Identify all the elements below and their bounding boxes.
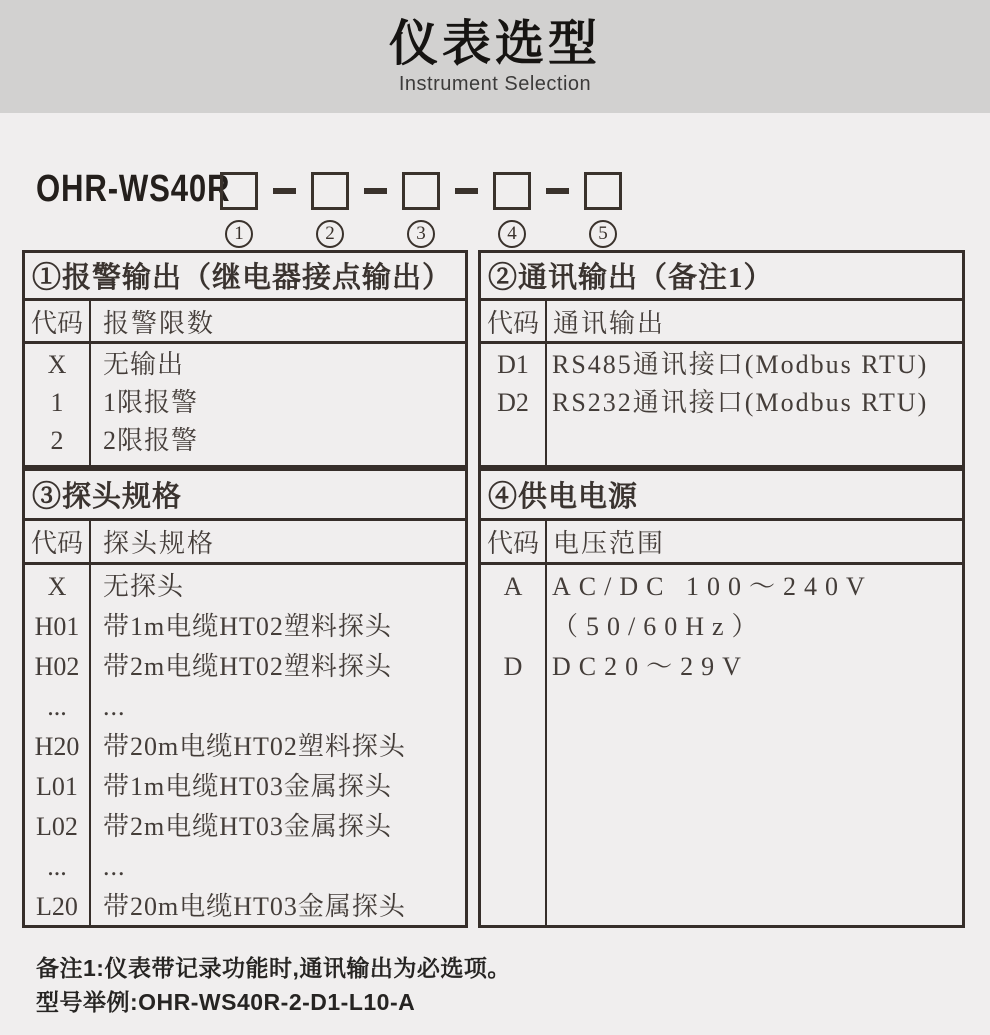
code-column bbox=[481, 565, 547, 925]
column-header-desc: 电压范围 bbox=[553, 529, 666, 558]
desc-cell: 带1m电缆HT03金属探头 bbox=[103, 772, 392, 801]
code-column bbox=[481, 344, 547, 465]
position-number-circle-2: 2 bbox=[316, 220, 344, 248]
table-title: ②通讯输出（备注1） bbox=[481, 253, 962, 301]
code-cell: D1 bbox=[497, 350, 529, 379]
model-code-label: OHR-WS40R bbox=[36, 168, 231, 210]
position-number-circle-5: 5 bbox=[589, 220, 617, 248]
dash-separator bbox=[364, 188, 387, 194]
desc-column bbox=[547, 344, 962, 465]
code-cell: D bbox=[503, 652, 523, 681]
alarm-output-table bbox=[22, 250, 468, 468]
table-body bbox=[25, 565, 465, 925]
page-subtitle: Instrument Selection bbox=[398, 73, 592, 95]
column-header-code: 代码 bbox=[481, 521, 547, 562]
desc-cell: 带20m电缆HT02塑料探头 bbox=[103, 732, 406, 761]
code-cell: ... bbox=[47, 852, 67, 881]
model-option-box-5 bbox=[584, 172, 622, 210]
code-cell: 2 bbox=[50, 426, 64, 455]
model-option-box-1 bbox=[220, 172, 258, 210]
table-body bbox=[25, 344, 465, 465]
desc-cell: RS232通讯接口(Modbus RTU) bbox=[552, 388, 929, 417]
table-body bbox=[481, 565, 962, 925]
position-number-circle-3: 3 bbox=[407, 220, 435, 248]
note-line-2: 型号举例:OHR-WS40R-2-D1-L10-A bbox=[36, 989, 416, 1015]
desc-cell: RS485通讯接口(Modbus RTU) bbox=[552, 350, 929, 379]
dash-separator bbox=[455, 188, 478, 194]
header-band bbox=[0, 0, 990, 113]
code-cell: A bbox=[503, 572, 523, 601]
probe-spec-table bbox=[22, 468, 468, 928]
code-cell: L01 bbox=[36, 772, 78, 801]
column-header-code: 代码 bbox=[25, 521, 91, 562]
code-column bbox=[25, 565, 91, 925]
dash-separator bbox=[546, 188, 569, 194]
table-column-headers bbox=[481, 301, 962, 344]
column-header-desc: 报警限数 bbox=[103, 308, 216, 338]
code-cell: H20 bbox=[34, 732, 80, 761]
desc-cell: DC20～29V bbox=[552, 652, 749, 681]
code-cell: D2 bbox=[497, 388, 529, 417]
dash-separator bbox=[273, 188, 296, 194]
column-header-code: 代码 bbox=[481, 301, 547, 341]
desc-column bbox=[91, 565, 465, 925]
code-cell: X bbox=[47, 572, 67, 601]
desc-cell: 1限报警 bbox=[103, 388, 199, 417]
code-cell: X bbox=[47, 350, 67, 379]
position-number-circle-1: 1 bbox=[225, 220, 253, 248]
desc-column bbox=[547, 565, 962, 925]
desc-cell: 带20m电缆HT03金属探头 bbox=[103, 892, 406, 921]
table-column-headers bbox=[25, 521, 465, 565]
position-number-circle-4: 4 bbox=[498, 220, 526, 248]
model-option-box-4 bbox=[493, 172, 531, 210]
table-title: ①报警输出（继电器接点输出） bbox=[25, 253, 465, 301]
footer-notes bbox=[36, 951, 511, 1019]
code-cell: ... bbox=[47, 692, 67, 721]
table-body bbox=[481, 344, 962, 465]
code-cell: H01 bbox=[34, 612, 80, 641]
table-title: ③探头规格 bbox=[25, 471, 465, 521]
desc-cell: 无探头 bbox=[103, 572, 185, 601]
table-column-headers bbox=[25, 301, 465, 344]
model-option-box-3 bbox=[402, 172, 440, 210]
table-title: ④供电电源 bbox=[481, 471, 962, 521]
power-supply-table bbox=[478, 468, 965, 928]
column-header-desc: 探头规格 bbox=[103, 529, 216, 558]
desc-cell: 2限报警 bbox=[103, 426, 199, 455]
column-header-desc: 通讯输出 bbox=[553, 308, 666, 338]
desc-cell: ... bbox=[103, 692, 126, 721]
desc-cell: AC/DC 100～240V bbox=[552, 572, 873, 601]
desc-cell: 无输出 bbox=[103, 350, 185, 379]
code-cell: L20 bbox=[36, 892, 78, 921]
desc-cell: 带2m电缆HT02塑料探头 bbox=[103, 652, 392, 681]
note-line-1: 备注1:仪表带记录功能时,通讯输出为必选项。 bbox=[36, 955, 511, 981]
model-option-box-2 bbox=[311, 172, 349, 210]
code-cell: L02 bbox=[36, 812, 78, 841]
communication-output-table bbox=[478, 250, 965, 468]
code-column bbox=[25, 344, 91, 465]
desc-cell: 带2m电缆HT03金属探头 bbox=[103, 812, 392, 841]
table-column-headers bbox=[481, 521, 962, 565]
code-cell bbox=[481, 607, 545, 647]
column-header-code: 代码 bbox=[25, 301, 91, 341]
desc-cell: 带1m电缆HT02塑料探头 bbox=[103, 612, 392, 641]
desc-column bbox=[91, 344, 465, 465]
page-title: 仪表选型 bbox=[388, 17, 601, 71]
code-cell: 1 bbox=[50, 388, 64, 417]
code-cell: H02 bbox=[34, 652, 80, 681]
desc-cell: （50/60Hz） bbox=[552, 612, 766, 641]
desc-cell: ... bbox=[103, 852, 126, 881]
